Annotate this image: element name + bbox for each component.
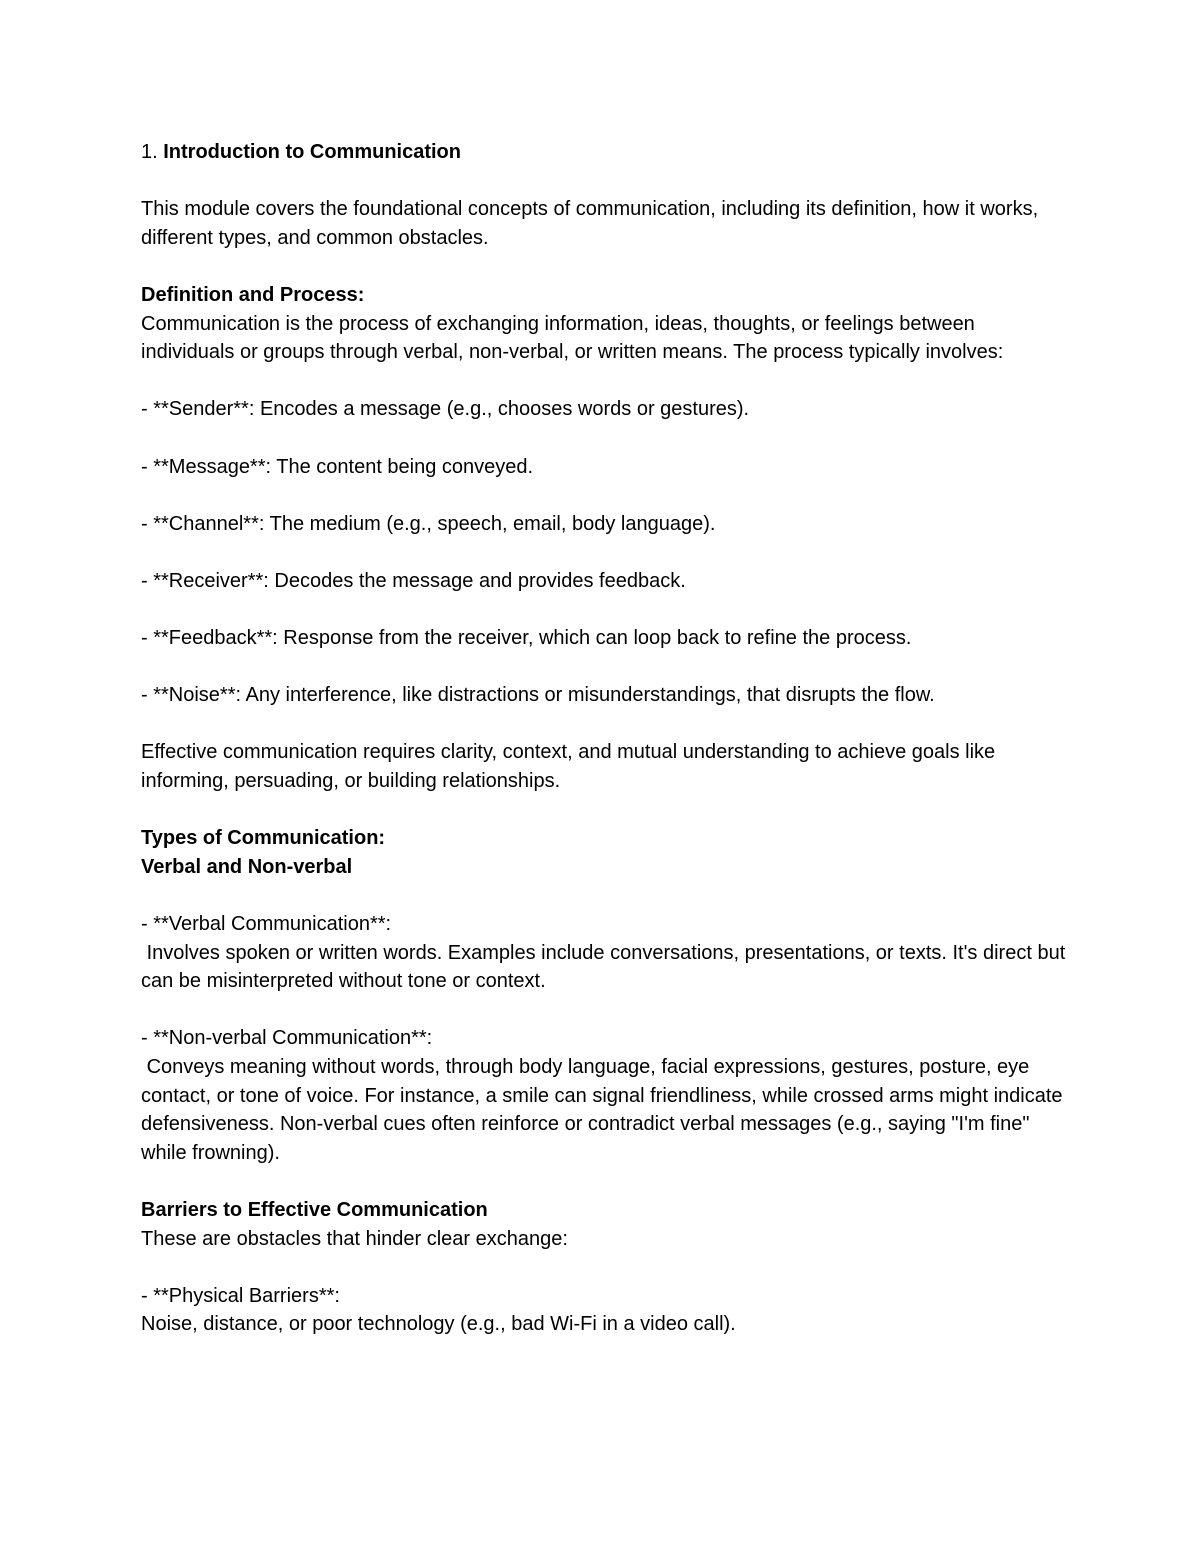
heading-title: Introduction to Communication bbox=[163, 141, 461, 163]
definition-heading: Definition and Process: bbox=[141, 283, 365, 306]
definition-paragraph: Communication is the process of exchanging information, ideas, thoughts, or feelings between individuals or groups through verbal, non-verbal, or written means. The process typically involves: bbox=[141, 312, 1004, 364]
intro-paragraph: This module covers the foundational concepts of communication, including its definition, how it works, different types, and common obstacles. bbox=[141, 198, 1044, 249]
list-item-receiver: - **Receiver**: Decodes the message and provides feedback. bbox=[141, 569, 686, 592]
list-item-noise: - **Noise**: Any interference, like distractions or misunderstandings, that disrupts the flow. bbox=[141, 684, 935, 707]
definition-closing: Effective communication requires clarity, context, and mutual understanding to achieve goals like informing, persuading, or building relationships. bbox=[141, 741, 1001, 793]
types-subheading: Verbal and Non-verbal bbox=[141, 855, 353, 878]
verbal-label: - **Verbal Communication**: bbox=[141, 913, 392, 936]
physical-barriers-text: Noise, distance, or poor technology (e.g., bad Wi-Fi in a video call). bbox=[141, 1313, 736, 1336]
module-heading bbox=[141, 138, 1071, 167]
nonverbal-label: - **Non-verbal Communication**: bbox=[141, 1027, 433, 1050]
list-item-message: - **Message**: The content being conveyed. bbox=[141, 455, 534, 478]
list-item-feedback: - **Feedback**: Response from the receiver, which can loop back to refine the process. bbox=[141, 627, 912, 650]
list-item-channel: - **Channel**: The medium (e.g., speech, email, body language). bbox=[141, 512, 716, 535]
list-item-sender: - **Sender**: Encodes a message (e.g., chooses words or gestures). bbox=[141, 398, 750, 421]
heading-number: 1. bbox=[141, 141, 164, 163]
document-page bbox=[141, 138, 1071, 1339]
barriers-intro: These are obstacles that hinder clear exchange: bbox=[141, 1227, 568, 1250]
barriers-heading: Barriers to Effective Communication bbox=[141, 1198, 488, 1221]
physical-barriers-label: - **Physical Barriers**: bbox=[141, 1284, 340, 1307]
verbal-text: Involves spoken or written words. Examples include conversations, presentations, or texts. It's direct but can be misinterpreted without tone or context. bbox=[141, 941, 1071, 993]
types-heading: Types of Communication: bbox=[141, 827, 386, 850]
nonverbal-text: Conveys meaning without words, through body language, facial expressions, gestures, posture, eye contact, or tone of voice. For instance, a smile can signal friendliness, while crossed arms might indicate defensiveness. Non-verbal cues often reinforce or contradict verbal messages (e.g., saying "I'm fine" while frowning). bbox=[141, 1056, 1069, 1164]
